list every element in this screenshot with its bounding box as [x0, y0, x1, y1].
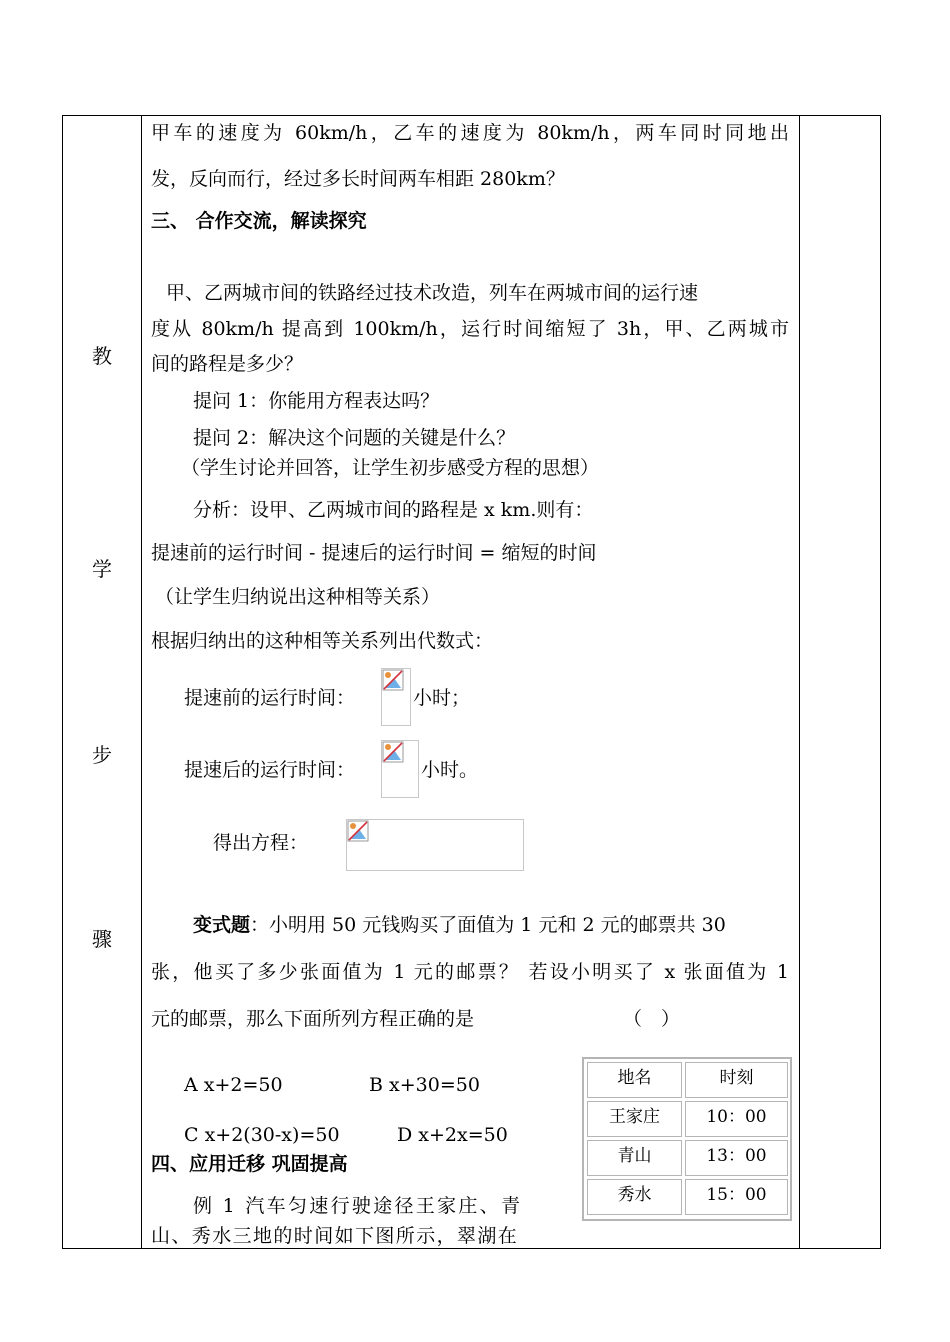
variant-question-line: 变式题：小明用 50 元钱购买了面值为 1 元和 2 元的邮票共 30: [193, 914, 726, 936]
example-line: 山、秀水三地的时间如下图所示，翠湖在: [151, 1225, 519, 1247]
option-b: B x+30=50: [369, 1074, 480, 1096]
broken-image-icon: [382, 741, 404, 763]
table-cell: 青山: [587, 1140, 682, 1176]
expression-label-before: 提速前的运行时间：: [184, 687, 356, 709]
section-heading-3: 三、 合作交流，解读探究: [151, 210, 367, 232]
table-cell: 10：00: [685, 1101, 788, 1137]
option-a: A x+2=50: [184, 1074, 283, 1096]
option-d: D x+2x=50: [397, 1124, 508, 1146]
side-label-jiao: 教: [92, 344, 112, 368]
text-line: 元的邮票，那么下面所列方程正确的是: [151, 1008, 475, 1030]
example-line: 例 1 汽车匀速行驶途径王家庄、青: [193, 1195, 523, 1217]
question-2: 提问 2：解决这个问题的关键是什么？: [193, 427, 516, 449]
unit-text: 小时；: [413, 687, 471, 709]
table-cell: 王家庄: [587, 1101, 682, 1137]
formula-image: [381, 740, 419, 798]
broken-image-icon: [347, 820, 369, 842]
analysis-line: 分析：设甲、乙两城市间的路程是 x km.则有：: [193, 499, 594, 521]
text-line: 间的路程是多少？: [151, 353, 304, 375]
text-line: 张，他买了多少张面值为 1 元的邮票？ 若设小明买了 x 张面值为 1: [151, 961, 789, 983]
text-line: 度从 80km/h 提高到 100km/h，运行时间缩短了 3h，甲、乙两城市: [151, 318, 789, 340]
table-cell: 15：00: [685, 1179, 788, 1215]
text-line: 甲、乙两城市间的铁路经过技术改造，列车在两城市间的运行速: [166, 282, 699, 304]
column-divider-1: [141, 116, 142, 1248]
column-divider-2: [799, 116, 800, 1248]
relation-line: 提速前的运行时间 - 提速后的运行时间 = 缩短的时间: [151, 542, 597, 564]
table-header: 地名: [587, 1062, 682, 1098]
table-cell: 13：00: [685, 1140, 788, 1176]
side-label-bu: 步: [92, 743, 112, 767]
text-line: 甲车的速度为 60km/h，乙车的速度为 80km/h，两车同时同地出: [151, 122, 789, 144]
equation-label: 得出方程：: [213, 832, 309, 854]
schedule-table: [582, 1057, 792, 1221]
text-line: （让学生归纳说出这种相等关系）: [155, 586, 441, 608]
formula-image: [346, 819, 524, 871]
text-line: （学生讨论并回答，让学生初步感受方程的思想）: [181, 457, 600, 479]
side-label-zhou: 骤: [92, 927, 112, 951]
section-heading-4: 四、应用迁移 巩固提高: [151, 1153, 348, 1175]
question-1: 提问 1：你能用方程表达吗？: [193, 390, 440, 412]
broken-image-icon: [382, 669, 404, 691]
expression-label-after: 提速后的运行时间：: [184, 759, 356, 781]
side-label-xue: 学: [92, 557, 112, 581]
lesson-table: [62, 115, 881, 1249]
unit-text: 小时。: [421, 759, 479, 781]
table-header: 时刻: [685, 1062, 788, 1098]
text-line: 发，反向而行，经过多长时间两车相距 280km？: [151, 168, 565, 190]
answer-brackets: （ ）: [623, 1008, 681, 1030]
table-cell: 秀水: [587, 1179, 682, 1215]
option-c: C x+2(30-x)=50: [184, 1124, 340, 1146]
text-line: 根据归纳出的这种相等关系列出代数式：: [151, 630, 494, 652]
variant-label: 变式题: [193, 914, 251, 936]
formula-image: [381, 668, 411, 726]
